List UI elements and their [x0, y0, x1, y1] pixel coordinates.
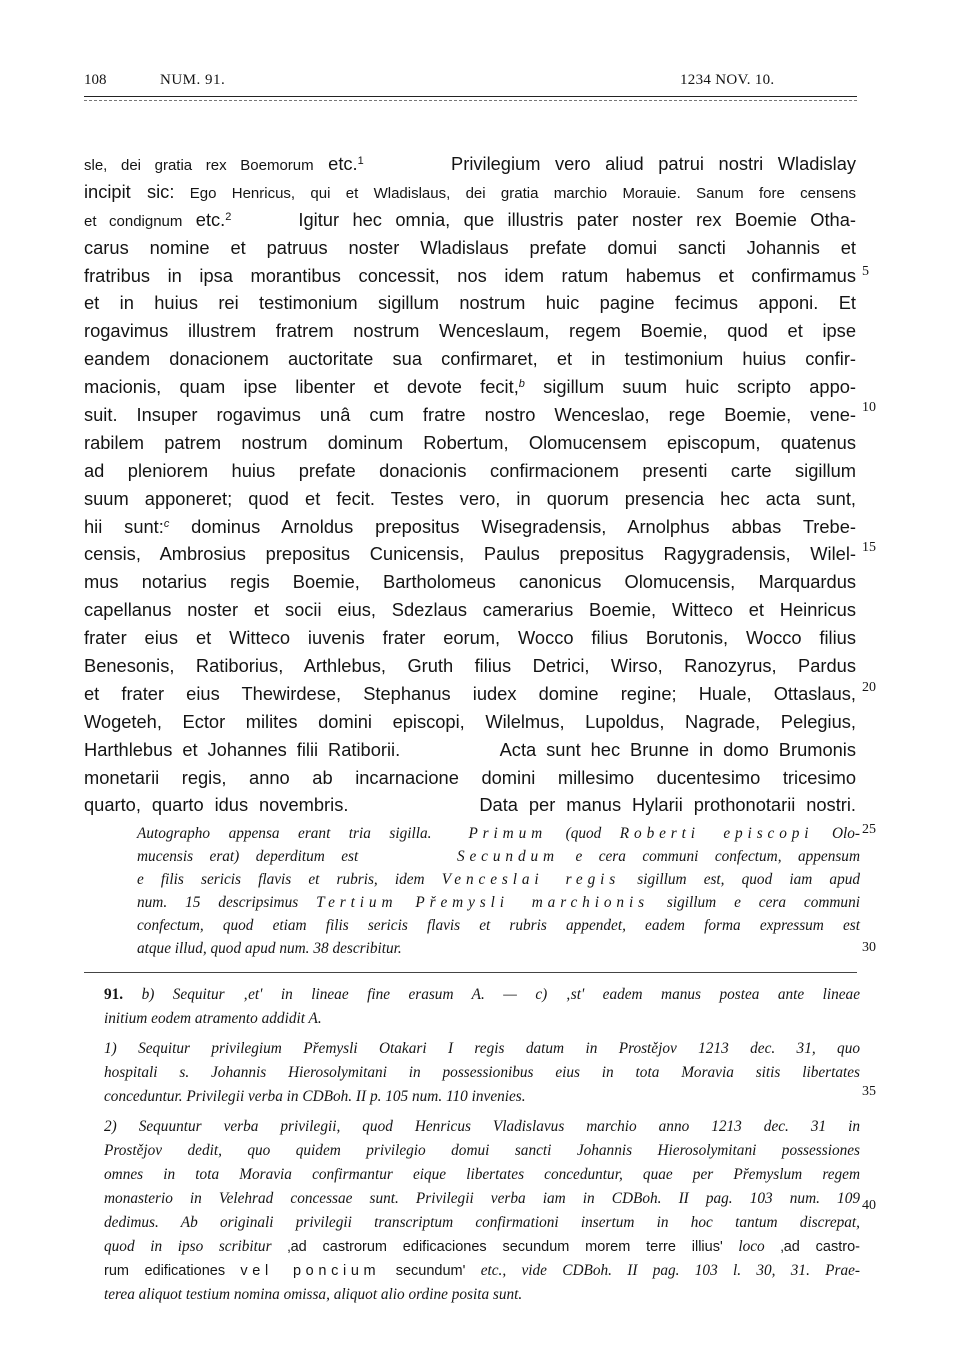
note-line: atque illud, quod apud num. 38 describitur. — [137, 940, 402, 957]
footnote-line: terea aliquot testium nomina omissa, aliquot alio ordine posita sunt. — [104, 1286, 523, 1303]
footnote-line: omnes in tota Moravia confirmantur eique libertates conceduntur, quae per Přemyslum regem — [104, 1166, 860, 1183]
footnote-line: 1) Sequitur privilegium Přemysli Otakari I regis datum in Prostějov 1213 dec. 31, quo — [104, 1040, 860, 1057]
text-line: eandem donacionem auctoritate sua confirmaret, et in testimonium huius confir- — [84, 348, 856, 370]
text-line: monetarii regis, anno ab incarnacione domini millesimo ducentesimo tricesimo — [84, 766, 856, 788]
text-line: macionis, quam ipse libenter et devote fecit,$^b$ sigillum suum huic scripto appo- — [84, 376, 857, 398]
note-line: confectum, quod etiam filis sericis flavis et rubris appendet, eadem forma expressum est — [137, 917, 860, 934]
text-line: Wogeteh, Ector milites domini episcopi, Wilelmus, Lupoldus, Nagrade, Pelegius, — [84, 710, 856, 732]
text-line: rogavimus illustrem fratrem nostrum Wenceslaum, regem Boemie, quod et ipse — [84, 320, 856, 342]
charter-text — [84, 150, 856, 819]
line-number: 5 — [862, 264, 869, 279]
text-line: suum apponeret; quod et fecit. Testes vero, in quorum presencia hec acta sunt, — [84, 487, 856, 509]
page-number: 108 — [84, 72, 107, 88]
text-line: frater eius et Witteco iuvenis frater eorum, Wocco filius Borutonis, Wocco filius — [84, 627, 856, 649]
header-rule-dashed — [84, 100, 857, 101]
note-line: e filis sericis flavis et rubris, idem Venceslai regis sigillum est, quod iam apud — [137, 871, 861, 888]
footnote-line: 91. b) Sequitur ‚et' in lineae fine erasum A. — c) ‚st' eadem manus postea ante lineae — [104, 986, 860, 1003]
text-line: hii sunt:$^c$ dominus Arnoldus prepositus Wisegradensis, Arnolphus abbas Trebe- — [84, 515, 856, 537]
footnote-line: Prostějov dedit, quo quidem privilegio domui sancti Johannis Hierosolymitani possessiones — [104, 1142, 860, 1159]
text-line: Benesonis, Ratiborius, Arthlebus, Gruth filius Detrici, Wirso, Ranozyrus, Pardus — [84, 655, 856, 677]
text-line: censis, Ambrosius prepositus Cunicensis, Paulus prepositus Ragygradensis, Wilel- — [84, 543, 856, 565]
text-line: fratribus in ipsa morantibus concessit, nos idem ratum habemus et confirmamus — [84, 264, 856, 286]
seal-description-notes — [137, 822, 860, 960]
footnotes — [104, 983, 860, 1307]
text-line: carus nomine et patruus noster Wladislaus prefate domui sancti Johannis et — [84, 236, 856, 258]
document-number: NUM. 91. — [160, 72, 226, 88]
note-line: Autographo appensa erant tria sigilla. Primum (quod Roberti episcopi Olo- — [137, 825, 860, 842]
text-line: capellanus noster et socii eius, Sdezlaus camerarius Boemie, Witteco et Heinricus — [84, 599, 856, 621]
running-header — [84, 72, 857, 94]
note-line: num. 15 descripsimus Tertium Přemysli marchionis sigillum e cera communi — [137, 894, 860, 911]
line-number: 10 — [862, 400, 876, 415]
text-line: et in huius rei testimonium sigillum nostrum huic pagine fecimus apponi. Et — [84, 292, 856, 314]
line-number: 35 — [862, 1084, 876, 1099]
footnote-line: 2) Sequuntur verba privilegii, quod Henricus Vladislavus marchio anno 1213 dec. 31 in — [104, 1118, 860, 1135]
footnote-line: hospitali s. Johannis Hierosolymitani in possessionibus eius in tota Moravia sitis libertates — [104, 1064, 860, 1081]
footnote-line: dedimus. Ab originali privilegii transcriptum confirmationi insertum in hoc tantum discrepat, — [104, 1214, 860, 1231]
footnote-line: monasterio in Velehrad concessae sunt. Privilegii verba iam in CDBoh. II pag. 103 num. 109 — [104, 1190, 860, 1207]
footnote-line: initium eodem atramento addidit A. — [104, 1010, 322, 1027]
text-line: ad pleniorem huius prefate donacionis confirmacionem presenti carte sigillum — [84, 459, 856, 481]
footnote-line: quod in ipso scribitur ‚ad castrorum edificaciones secundum morem terre illius' loco ‚ad castro- — [104, 1238, 860, 1255]
line-number: 25 — [862, 822, 876, 837]
footnote-rule — [84, 972, 857, 973]
line-number: 15 — [862, 540, 876, 555]
text-line: sle, dei gratia rex Boemorum etc.$^1$ Privilegium vero aliud patrui nostri Wladislay — [84, 153, 857, 174]
line-number: 40 — [862, 1198, 876, 1213]
line-number: 20 — [862, 680, 876, 695]
text-line: incipit sic: Ego Henricus, qui et Wladislaus, dei gratia marchio Morauie. Sanum fore censens — [84, 180, 857, 202]
text-line: rabilem patrem nostrum dominum Robertum, Olomucensem episcopum, quatenus — [84, 431, 856, 453]
header-rule — [84, 96, 857, 97]
text-line: et frater eius Thewirdese, Stephanus iudex domine regine; Huale, Ottaslaus, — [84, 682, 856, 704]
line-number: 30 — [862, 940, 876, 955]
text-line: quarto, quarto idus novembris. Data per manus Hylarii prothonotarii nostri. — [84, 794, 857, 816]
footnote-line: conceduntur. Privilegii verba in CDBoh. II p. 105 num. 110 invenies. — [104, 1088, 526, 1105]
footnote-line: rum edificationes vel poncium secundum' etc., vide CDBoh. II pag. 103 l. 30, 31. Prae- — [104, 1262, 861, 1279]
text-line: et condignum etc.$^2$ Igitur hec omnia, que illustris pater noster rex Boemie Otha- — [84, 208, 856, 230]
text-line: Harthlebus et Johannes filii Ratiborii. Acta sunt hec Brunne in domo Brumonis — [84, 738, 856, 760]
text-line: mus notarius regis Boemie, Bartholomeus canonicus Olomucensis, Marquardus — [84, 571, 856, 593]
note-line: mucensis erat) deperditum est Secundum e cera communi confectum, appensum — [137, 848, 861, 865]
document-date: 1234 NOV. 10. — [680, 72, 775, 88]
text-line: suit. Insuper rogavimus unâ cum fratre nostro Wenceslao, rege Boemie, vene- — [84, 404, 856, 426]
